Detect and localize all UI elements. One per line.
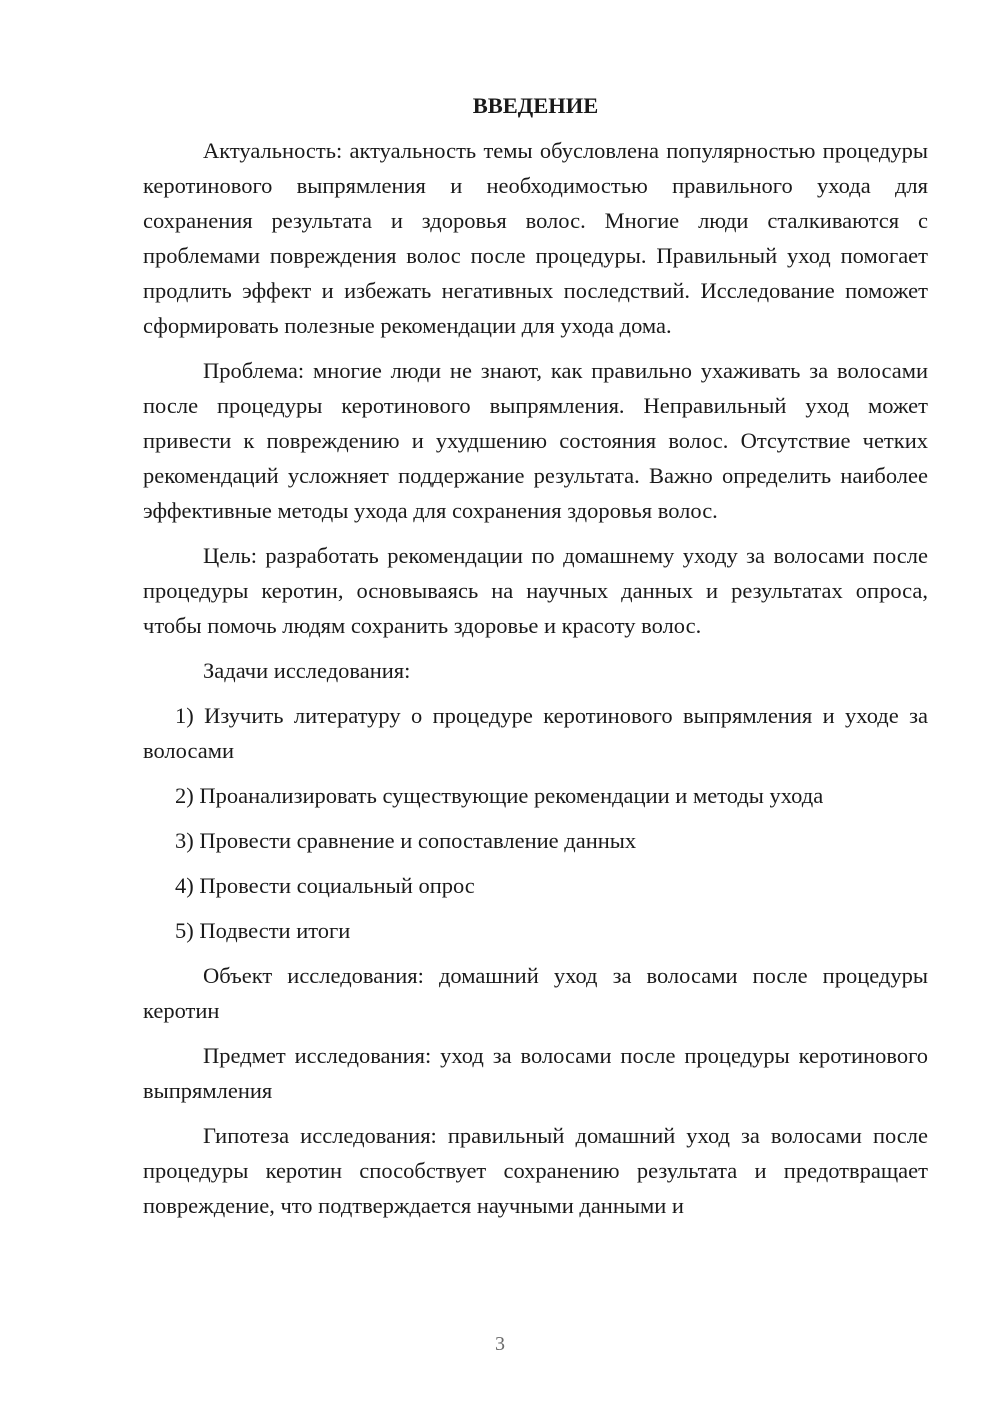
relevance-paragraph: Актуальность: актуальность темы обусловлена популярностью процедуры керотинового выпрямления и необходимостью правильного ухода для сохранения результата и здоровья волос. Многие люди сталкиваются с проблемами повреждения волос после процедуры. Правильный уход помогает продлить эффект и избежать негативных последствий. Исследование поможет сформировать полезные рекомендации для ухода дома. xyxy=(143,138,928,338)
task-item-1: 1) Изучить литературу о процедуре керотинового выпрямления и уходе за волосами xyxy=(143,703,928,763)
tasks-heading: Задачи исследования: xyxy=(203,658,411,683)
goal-paragraph: Цель: разработать рекомендации по домашнему уходу за волосами после процедуры керотин, основываясь на научных данных и результатах опроса, чтобы помочь людям сохранить здоровье и красоту волос. xyxy=(143,543,928,638)
task-item-3: 3) Провести сравнение и сопоставление данных xyxy=(175,828,637,853)
task-item-5: 5) Подвести итоги xyxy=(175,918,351,943)
object-paragraph: Объект исследования: домашний уход за волосами после процедуры керотин xyxy=(143,963,928,1023)
document-page xyxy=(143,88,928,1233)
task-item-2: 2) Проанализировать существующие рекомендации и методы ухода xyxy=(175,783,824,808)
task-item-4: 4) Провести социальный опрос xyxy=(175,873,475,898)
section-title: ВВЕДЕНИЕ xyxy=(472,93,599,118)
hypothesis-paragraph: Гипотеза исследования: правильный домашний уход за волосами после процедуры керотин способствует сохранению результата и предотвращает повреждение, что подтверждается научными данными и xyxy=(143,1123,928,1218)
page-number: 3 xyxy=(495,1333,505,1355)
subject-paragraph: Предмет исследования: уход за волосами после процедуры керотинового выпрямления xyxy=(143,1043,928,1103)
problem-paragraph: Проблема: многие люди не знают, как правильно ухаживать за волосами после процедуры керотинового выпрямления. Неправильный уход может привести к повреждению и ухудшению состояния волос. Отсутствие четких рекомендаций усложняет поддержание результата. Важно определить наиболее эффективные методы ухода для сохранения здоровья волос. xyxy=(143,358,928,523)
